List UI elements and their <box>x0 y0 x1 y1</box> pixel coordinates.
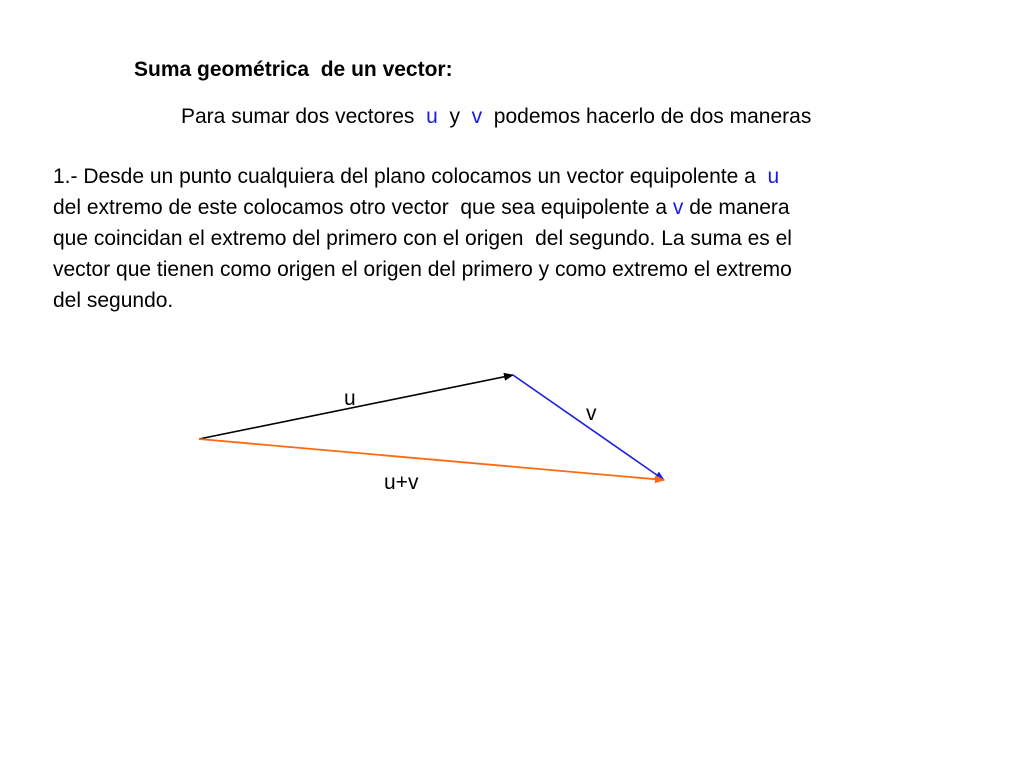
paragraph-line-4: vector que tienen como origen el origen del primero y como extremo el extremo <box>53 258 792 281</box>
paragraph-line-5: del segundo. <box>53 289 174 312</box>
vector-v-label: v <box>586 402 597 425</box>
intro-text-y: y <box>437 105 472 128</box>
paragraph-line-2-end: de manera <box>683 196 790 219</box>
vector-u-arrow <box>199 375 513 439</box>
paragraph-u-symbol: u <box>767 165 780 188</box>
paragraph-line-1-text: 1.- Desde un punto cualquiera del plano colocamos un vector equipolente a <box>53 165 768 188</box>
intro-text-before: Para sumar dos vectores <box>181 105 427 128</box>
slide-title: Suma geométrica de un vector: <box>134 58 453 81</box>
paragraph-line-2-text: del extremo de este colocamos otro vector que sea equipolente a <box>53 196 673 219</box>
paragraph-v-symbol: v <box>672 196 684 219</box>
vector-sum-arrow <box>199 439 664 480</box>
paragraph-line-3: que coincidan el extremo del primero con el origen del segundo. La suma es el <box>53 227 792 250</box>
vector-v-arrow <box>513 375 664 480</box>
vector-u-label: u <box>344 387 356 410</box>
intro-text-after: podemos hacerlo de dos maneras <box>482 105 812 128</box>
vector-sum-label: u+v <box>384 471 419 494</box>
intro-u-symbol: u <box>426 105 438 128</box>
intro-v-symbol: v <box>471 105 483 128</box>
